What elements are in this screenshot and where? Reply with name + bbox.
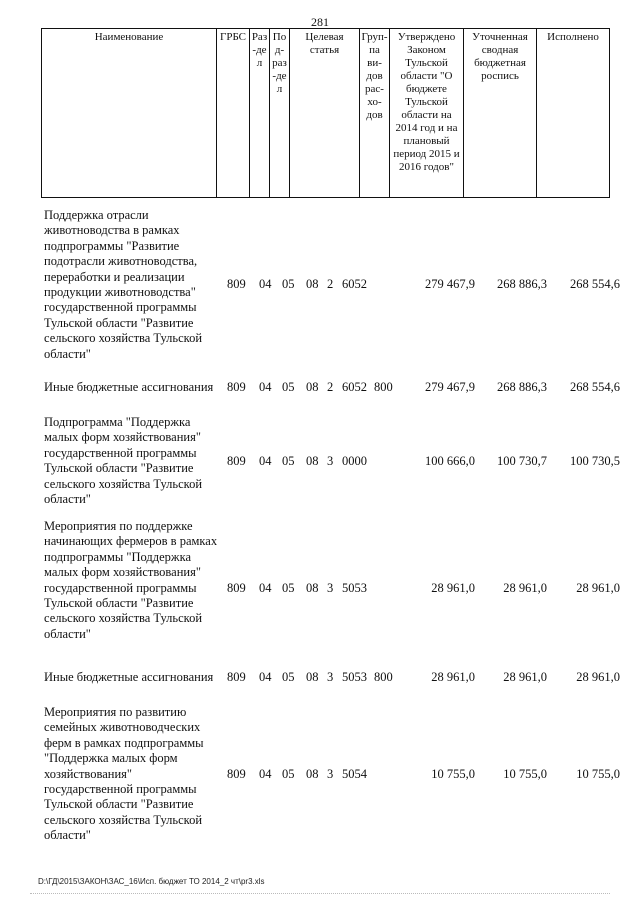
header-utochnennaya: Уточненная сводная бюджетная роспись	[464, 29, 537, 198]
row-razdel: 04	[259, 581, 272, 595]
row-refined: 100 730,7	[497, 454, 547, 468]
page-number: 281	[311, 15, 329, 29]
row-cs-program: 08	[306, 767, 319, 781]
row-grbs: 809	[227, 670, 246, 684]
row-executed: 268 554,6	[570, 380, 620, 394]
row-cs-code: 5053	[342, 670, 367, 684]
row-razdel: 04	[259, 454, 272, 468]
header-podrazdel: Под-раз-дел	[270, 29, 290, 198]
row-vid-raskhodov: 800	[374, 380, 393, 394]
row-cs-program: 08	[306, 277, 319, 291]
row-cs-program: 08	[306, 380, 319, 394]
row-grbs: 809	[227, 581, 246, 595]
row-cs-code: 0000	[342, 454, 367, 468]
header-ispolneno: Исполнено	[537, 29, 610, 198]
row-podrazdel: 05	[282, 670, 295, 684]
row-razdel: 04	[259, 277, 272, 291]
row-cs-subprogram: 3	[327, 581, 334, 595]
row-name: Иные бюджетные ассигнования	[44, 380, 214, 394]
row-refined: 268 886,3	[497, 380, 547, 394]
row-vid-raskhodov: 800	[374, 670, 393, 684]
header-razdel: Раз-дел	[250, 29, 270, 198]
row-refined: 10 755,0	[503, 767, 547, 781]
row-cs-subprogram: 3	[327, 767, 334, 781]
row-name: Мероприятия по развитию семейных животноводческих ферм в рамках подпрограммы "Поддержка малых форм хозяйствования" государственной программы Тульской области "Развитие сельского хозяйства Тульской области"	[44, 705, 204, 843]
header-gruppa-vidov: Груп-па ви-дов рас-хо-дов	[360, 29, 390, 198]
row-grbs: 809	[227, 277, 246, 291]
row-name: Поддержка отрасли животноводства в рамках подпрограммы "Развитие подотрасли животноводства, переработки и реализации продукции животноводства" государственной программы Тульской области "Развитие сельского хозяйства Тульской области"	[44, 208, 203, 361]
row-executed: 268 554,6	[570, 277, 620, 291]
row-podrazdel: 05	[282, 454, 295, 468]
row-cs-code: 5053	[342, 581, 367, 595]
row-cs-code: 5054	[342, 767, 367, 781]
row-grbs: 809	[227, 767, 246, 781]
row-razdel: 04	[259, 380, 272, 394]
row-cs-program: 08	[306, 670, 319, 684]
header-grbs: ГРБС	[217, 29, 250, 198]
row-executed: 100 730,5	[570, 454, 620, 468]
row-refined: 28 961,0	[503, 581, 547, 595]
row-podrazdel: 05	[282, 767, 295, 781]
row-approved: 100 666,0	[425, 454, 475, 468]
row-cs-code: 6052	[342, 380, 367, 394]
row-executed: 10 755,0	[576, 767, 620, 781]
row-approved: 279 467,9	[425, 277, 475, 291]
table-header	[41, 28, 610, 198]
row-razdel: 04	[259, 767, 272, 781]
row-name: Мероприятия по поддержке начинающих фермеров в рамках подпрограммы "Поддержка малых форм хозяйствования" государственной программы Тульской области "Развитие сельского хозяйства Тульской области"	[44, 519, 218, 641]
file-path-footer: D:\ГД\2015\ЗАКОН\ЗАС_16\Исп. бюджет ТО 2014_2 чт\pr3.xls	[38, 877, 265, 886]
header-tselevaya-statya: Целевая статья	[290, 29, 360, 198]
row-cs-program: 08	[306, 454, 319, 468]
row-grbs: 809	[227, 454, 246, 468]
header-utverzhdeno: Утверждено Законом Тульской области "О бюджете Тульской области на 2014 год и на плановый период 2015 и 2016 годов"	[390, 29, 464, 198]
row-approved: 279 467,9	[425, 380, 475, 394]
row-name: Подпрограмма "Поддержка малых форм хозяйствования" государственной программы Тульской области "Развитие сельского хозяйства Тульской области"	[44, 415, 203, 507]
row-refined: 268 886,3	[497, 277, 547, 291]
row-grbs: 809	[227, 380, 246, 394]
row-cs-subprogram: 3	[327, 670, 334, 684]
row-executed: 28 961,0	[576, 670, 620, 684]
row-approved: 28 961,0	[431, 581, 475, 595]
row-name: Иные бюджетные ассигнования	[44, 670, 214, 684]
row-cs-subprogram: 2	[327, 277, 334, 291]
row-approved: 28 961,0	[431, 670, 475, 684]
row-cs-code: 6052	[342, 277, 367, 291]
scan-artifact-divider	[30, 893, 610, 895]
row-podrazdel: 05	[282, 277, 295, 291]
row-razdel: 04	[259, 670, 272, 684]
row-podrazdel: 05	[282, 581, 295, 595]
row-cs-subprogram: 3	[327, 454, 334, 468]
row-cs-program: 08	[306, 581, 319, 595]
row-refined: 28 961,0	[503, 670, 547, 684]
row-podrazdel: 05	[282, 380, 295, 394]
row-cs-subprogram: 2	[327, 380, 334, 394]
row-approved: 10 755,0	[431, 767, 475, 781]
header-name: Наименование	[42, 29, 217, 198]
row-executed: 28 961,0	[576, 581, 620, 595]
